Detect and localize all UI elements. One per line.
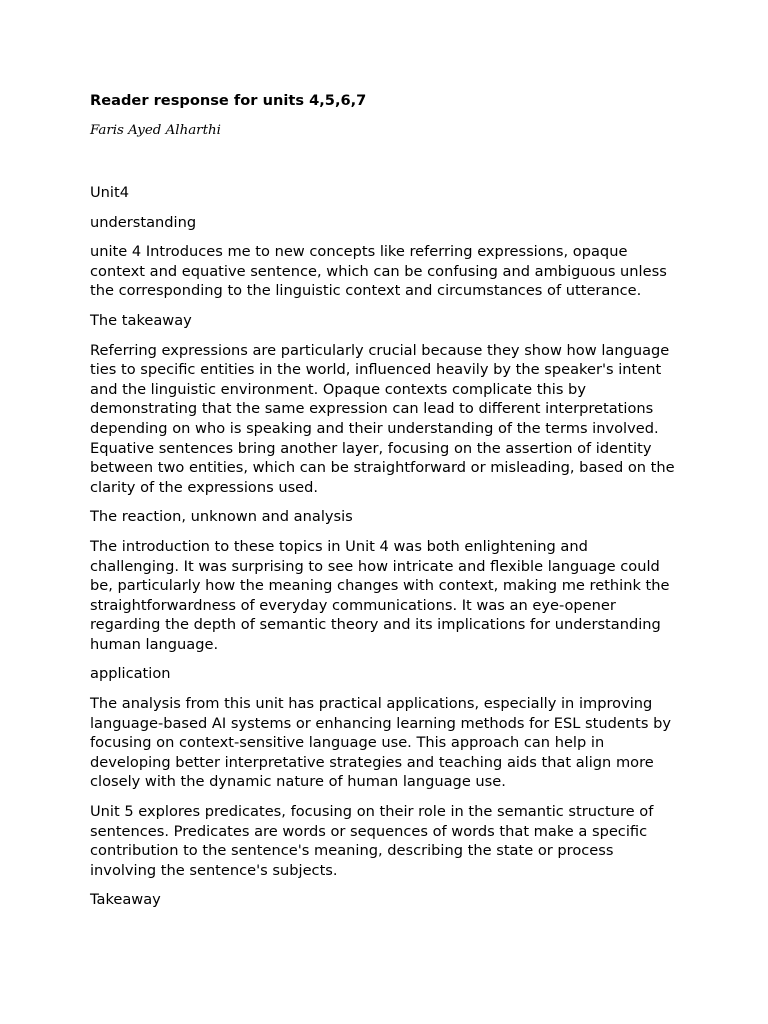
application-paragraph: The analysis from this unit has practical applications, especially in improving language-based AI systems or enhancing learning methods for ESL students by focusing on context-sensitive language use. This approach can help in developing better interpretative strategies and teaching aids that align more closely with the dynamic nature of human language use. — [90, 695, 671, 791]
understanding-paragraph: unite 4 Introduces me to new concepts like referring expressions, opaque context and equative sentence, which can be confusing and ambiguous unless the corresponding to the linguistic context and circumstances of utterance. — [90, 243, 667, 300]
understanding-heading: understanding — [90, 213, 197, 231]
reaction-paragraph: The introduction to these topics in Unit 4 was both enlightening and challenging. It was surprising to see how intricate and flexible language could be, particularly how the meaning changes with context, making me rethink the straightforwardness of everyday communications. It was an eye-opener regarding the depth of semantic theory and its implications for understanding human language. — [90, 537, 670, 653]
unit5-takeaway-heading: Takeaway — [90, 891, 161, 909]
document-author: Faris Ayed Alharthi — [90, 123, 221, 138]
unit5-paragraph: Unit 5 explores predicates, focusing on their role in the semantic structure of sentences. Predicates are words or sequences of words that make a specific contribution to the sentence's meaning, describing the state or process involving the sentence's subjects. — [90, 803, 654, 879]
application-heading: application — [90, 665, 171, 683]
takeaway-heading: The takeaway — [90, 311, 192, 329]
unit4-heading: Unit4 — [90, 184, 129, 201]
reaction-heading: The reaction, unknown and analysis — [90, 508, 353, 526]
document-title: Reader response for units 4,5,6,7 — [90, 92, 367, 109]
document-body — [90, 91, 680, 910]
takeaway-paragraph: Referring expressions are particularly crucial because they show how language ties to specific entities in the world, influenced heavily by the speaker's intent and the linguistic environment. Opaque contexts complicate this by demonstrating that the same expression can lead to different interpretations depending on who is speaking and their understanding of the terms involved. Equative sentences bring another layer, focusing on the assertion of identity between two entities, which can be straightforward or misleading, based on the clarity of the expressions used. — [90, 341, 675, 496]
